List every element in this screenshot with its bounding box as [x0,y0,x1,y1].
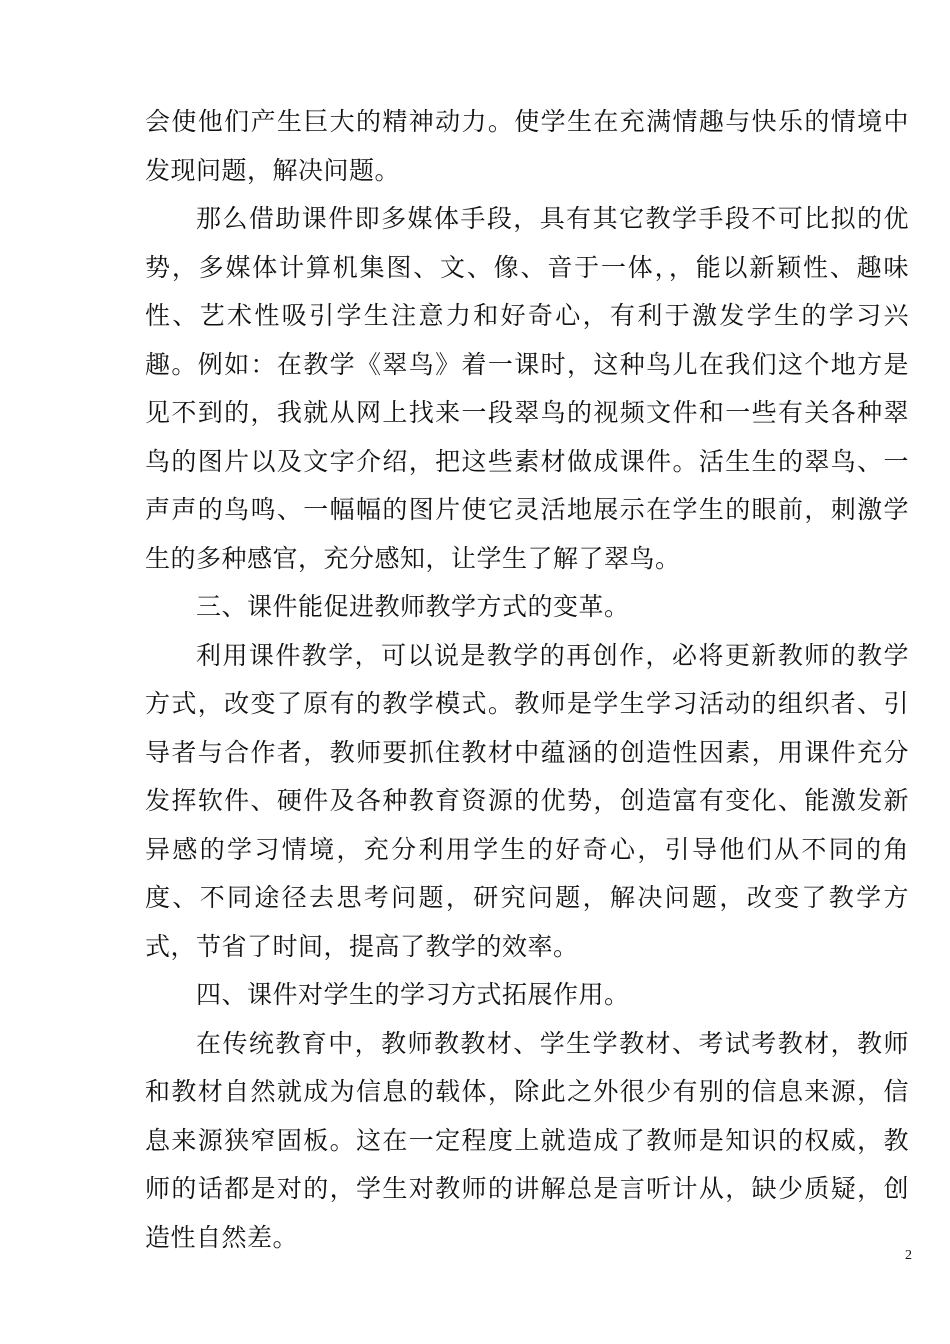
document-body [145,98,909,1262]
paragraph-1: 会使他们产生巨大的精神动力。使学生在充满情趣与快乐的情境中发现问题，解决问题。 [145,107,909,185]
section-heading-4: 四、课件对学生的学习方式拓展作用。 [196,980,630,1009]
paragraph-6: 在传统教育中，教师教教材、学生学教材、考试考教材，教师和教材自然就成为信息的载体，除此之外很少有别的信息来源，信息来源狭窄固板。这在一定程度上就造成了教师是知识的权威，教师的话都是对的，学生对教师的讲解总是言听计从，缺少质疑，创造性自然差。 [145,1028,909,1252]
section-heading-3: 三、课件能促进教师教学方式的变革。 [196,592,630,621]
page-number: 2 [905,1248,912,1263]
paragraph-2: 那么借助课件即多媒体手段，具有其它教学手段不可比拟的优势，多媒体计算机集图、文、像、音于一体，，能以新颖性、趣味性、艺术性吸引学生注意力和好奇心，有利于激发学生的学习兴趣。例如：在教学《翠鸟》着一课时，这种鸟儿在我们这个地方是见不到的，我就从网上找来一段翠鸟的视频文件和一些有关各种翠鸟的图片以及文字介绍，把这些素材做成课件。活生生的翠鸟、一声声的鸟鸣、一幅幅的图片使它灵活地展示在学生的眼前，刺激学生的多种感官，充分感知，让学生了解了翠鸟。 [145,204,909,573]
paragraph-4: 利用课件教学，可以说是教学的再创作，必将更新教师的教学方式，改变了原有的教学模式。教师是学生学习活动的组织者、引导者与合作者，教师要抓住教材中蕴涵的创造性因素，用课件充分发挥软件、硬件及各种教育资源的优势，创造富有变化、能激发新异感的学习情境，充分利用学生的好奇心，引导他们从不同的角度、不同途径去思考问题，研究问题，解决问题，改变了教学方式，节省了时间，提高了教学的效率。 [145,640,909,961]
